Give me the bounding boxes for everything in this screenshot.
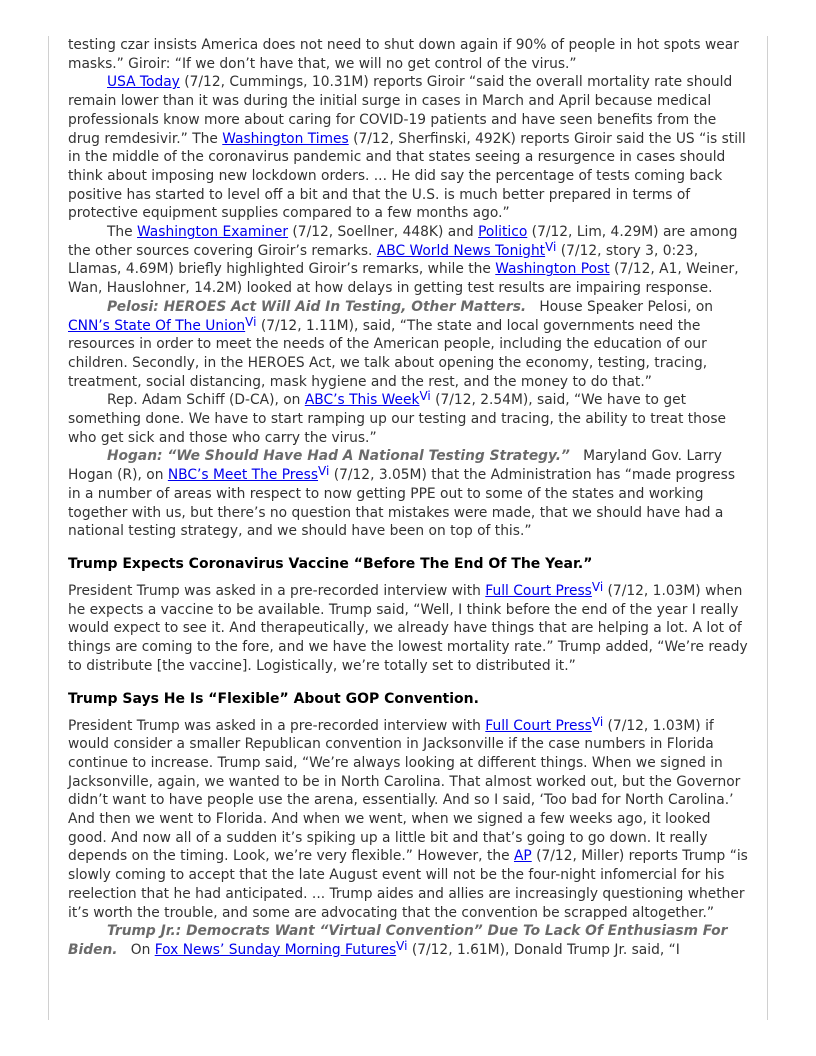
politico-link[interactable]: Politico xyxy=(478,224,528,241)
full-court-press-link[interactable]: Full Court Press xyxy=(485,582,592,599)
right-margin-rule xyxy=(767,36,768,1020)
briefing-page xyxy=(68,36,748,960)
video-icon[interactable]: Vi xyxy=(591,714,604,729)
trump-jr-subheading: Trump Jr.: Democrats Want “Virtual Convention” Due To Lack Of Enthusiasm For Biden. xyxy=(68,923,728,958)
abc-this-week-link[interactable]: ABC’s This Week xyxy=(304,392,420,409)
vaccine-paragraph: President Trump was asked in a pre-recorded interview with Full Court Press$^{Vi}$ (7/12, 1.03M) when he expects a vaccine to be available. Trump said, “Well, I think before the end of the year I really would expect to see it. And therapeutically, we already have things that are helping a lot. A lot of things are coming to the fore, and we have the lowest mortality rate.” Trump added, “We’re ready to distribute [the vaccine]. Logistically, we’re totally set to distributed it.” xyxy=(68,579,748,674)
ap-link[interactable]: AP xyxy=(513,848,532,865)
washington-times-link[interactable]: Washington Times xyxy=(222,130,349,147)
video-icon[interactable]: Vi xyxy=(318,464,330,479)
vaccine-headline: Trump Expects Coronavirus Vaccine “Before The End Of The Year.” xyxy=(68,555,593,572)
left-margin-rule xyxy=(48,36,49,1020)
giroir-masks-paragraph: testing czar insists America does not need to shut down again if 90% of people in hot spots wear masks.” Giroir: “If we don’t have that, we will no get control of the virus.” xyxy=(68,37,739,72)
cnn-state-of-the-union-link[interactable]: CNN’s State Of The Union xyxy=(68,317,246,334)
washington-post-link[interactable]: Washington Post xyxy=(495,261,610,278)
video-icon[interactable]: Vi xyxy=(545,239,557,254)
abc-world-news-tonight-link[interactable]: ABC World News Tonight xyxy=(376,242,546,259)
trump-jr-paragraph: Trump Jr.: Democrats Want “Virtual Convention” Due To Lack Of Enthusiasm For Biden. On Fox News’ Sunday Morning Futures$^{Vi}$ (7/12, 1.61M), Donald Trump Jr. said, “I xyxy=(68,923,728,958)
usa-today-link[interactable]: USA Today xyxy=(107,74,180,91)
video-icon[interactable]: Vi xyxy=(396,938,408,953)
video-icon[interactable]: Vi xyxy=(419,389,431,404)
fox-news-sunday-morning-futures-link[interactable]: Fox News’ Sunday Morning Futures xyxy=(154,941,397,958)
schiff-paragraph: Rep. Adam Schiff (D-CA), on ABC’s This Week$^{Vi}$ (7/12, 2.54M), said, “We have to get something done. We have to start ramping up our testing and tracing, the ability to treat those who get sick and those who carry the virus.” xyxy=(68,389,727,446)
video-icon[interactable]: Vi xyxy=(245,314,257,329)
full-court-press-link[interactable]: Full Court Press xyxy=(485,717,592,734)
pelosi-paragraph: Pelosi: HEROES Act Will Aid In Testing, Other Matters. House Speaker Pelosi, on CNN’s State Of The Union$^{Vi}$ (7/12, 1.11M), said, “The state and local governments need the resources in order to meet the needs of the American people, including the education of our children. Secondly, in the HEROES Act, we talk about opening the economy, testing, tracing, treatment, social distancing, mask hygiene and the rest, and the money to do that.” xyxy=(68,298,718,390)
convention-paragraph: President Trump was asked in a pre-recorded interview with Full Court Press$^{Vi}$ (7/12, 1.03M) if would consider a smaller Republican convention in Jacksonville if the case numbers in Florida continue to increase. Trump said, “We’re always looking at different things. When we signed in Jacksonville, again, we wanted to be in North Carolina. That almost worked out, but the Governor didn’t want to have people use the arena, essentially. And so I said, ‘Too bad for North Carolina.’ And then we went to Florida. And when we went, when we signed a few weeks ago, it looked good. And now all of a sudden it’s spiking up a little bit and that’s going to go down. It really depends on the timing. Look, we’re very flexible.” However, the AP (7/12, Miller) reports Trump “is slowly coming to accept that the late August event will not be the four-night infomercial for his reelection that he had anticipated. ... Trump aides and allies are increasingly questioning whether it’s worth the trouble, and some are advocating that the convention be scrapped altogether.” xyxy=(68,714,748,921)
pelosi-subheading: Pelosi: HEROES Act Will Aid In Testing, Other Matters. xyxy=(107,298,527,315)
video-icon[interactable]: Vi xyxy=(591,579,604,594)
convention-headline: Trump Says He Is “Flexible” About GOP Convention. xyxy=(68,690,479,707)
nbc-meet-the-press-link[interactable]: NBC’s Meet The Press xyxy=(167,467,319,484)
giroir-sources-paragraph: The Washington Examiner (7/12, Soellner, 448K) and Politico (7/12, Lim, 4.29M) are among the other sources covering Giroir’s remarks. ABC World News Tonight$^{Vi}$ (7/12, story 3, 0:23, Llamas, 4.69M) briefly highlighted Giroir’s remarks, while the Washington Post (7/12, A1, Weiner, Wan, Hauslohner, 14.2M) looked at how delays in getting test results are impairing response. xyxy=(68,224,739,297)
hogan-paragraph: Hogan: “We Should Have Had A National Testing Strategy.” Maryland Gov. Larry Hogan (R), on NBC’s Meet The Press$^{Vi}$ (7/12, 3.05M) that the Administration has “made progress in a number of areas with respect to now getting PPE out to some of the states and working together with us, but there’s no question that mistakes were made, that we should have had a national testing strategy, and we should have been on top of this.” xyxy=(68,448,736,540)
giroir-mortality-paragraph: USA Today (7/12, Cummings, 10.31M) reports Giroir “said the overall mortality rate should remain lower than it was during the initial surge in cases in March and April because medical professionals know more about caring for COVID-19 patients and have seen benefits from the drug remdesivir.” The Washington Times (7/12, Sherfinski, 492K) reports Giroir said the US “is still in the middle of the coronavirus pandemic and that states seeing a resurgence in cases should think about imposing new lockdown orders. ... He did say the percentage of tests coming back positive has started to level off a bit and that the U.S. is much better prepared in terms of protective equipment supplies compared to a few months ago.” xyxy=(68,74,746,222)
washington-examiner-link[interactable]: Washington Examiner xyxy=(137,224,289,241)
hogan-subheading: Hogan: “We Should Have Had A National Testing Strategy.” xyxy=(107,448,570,465)
